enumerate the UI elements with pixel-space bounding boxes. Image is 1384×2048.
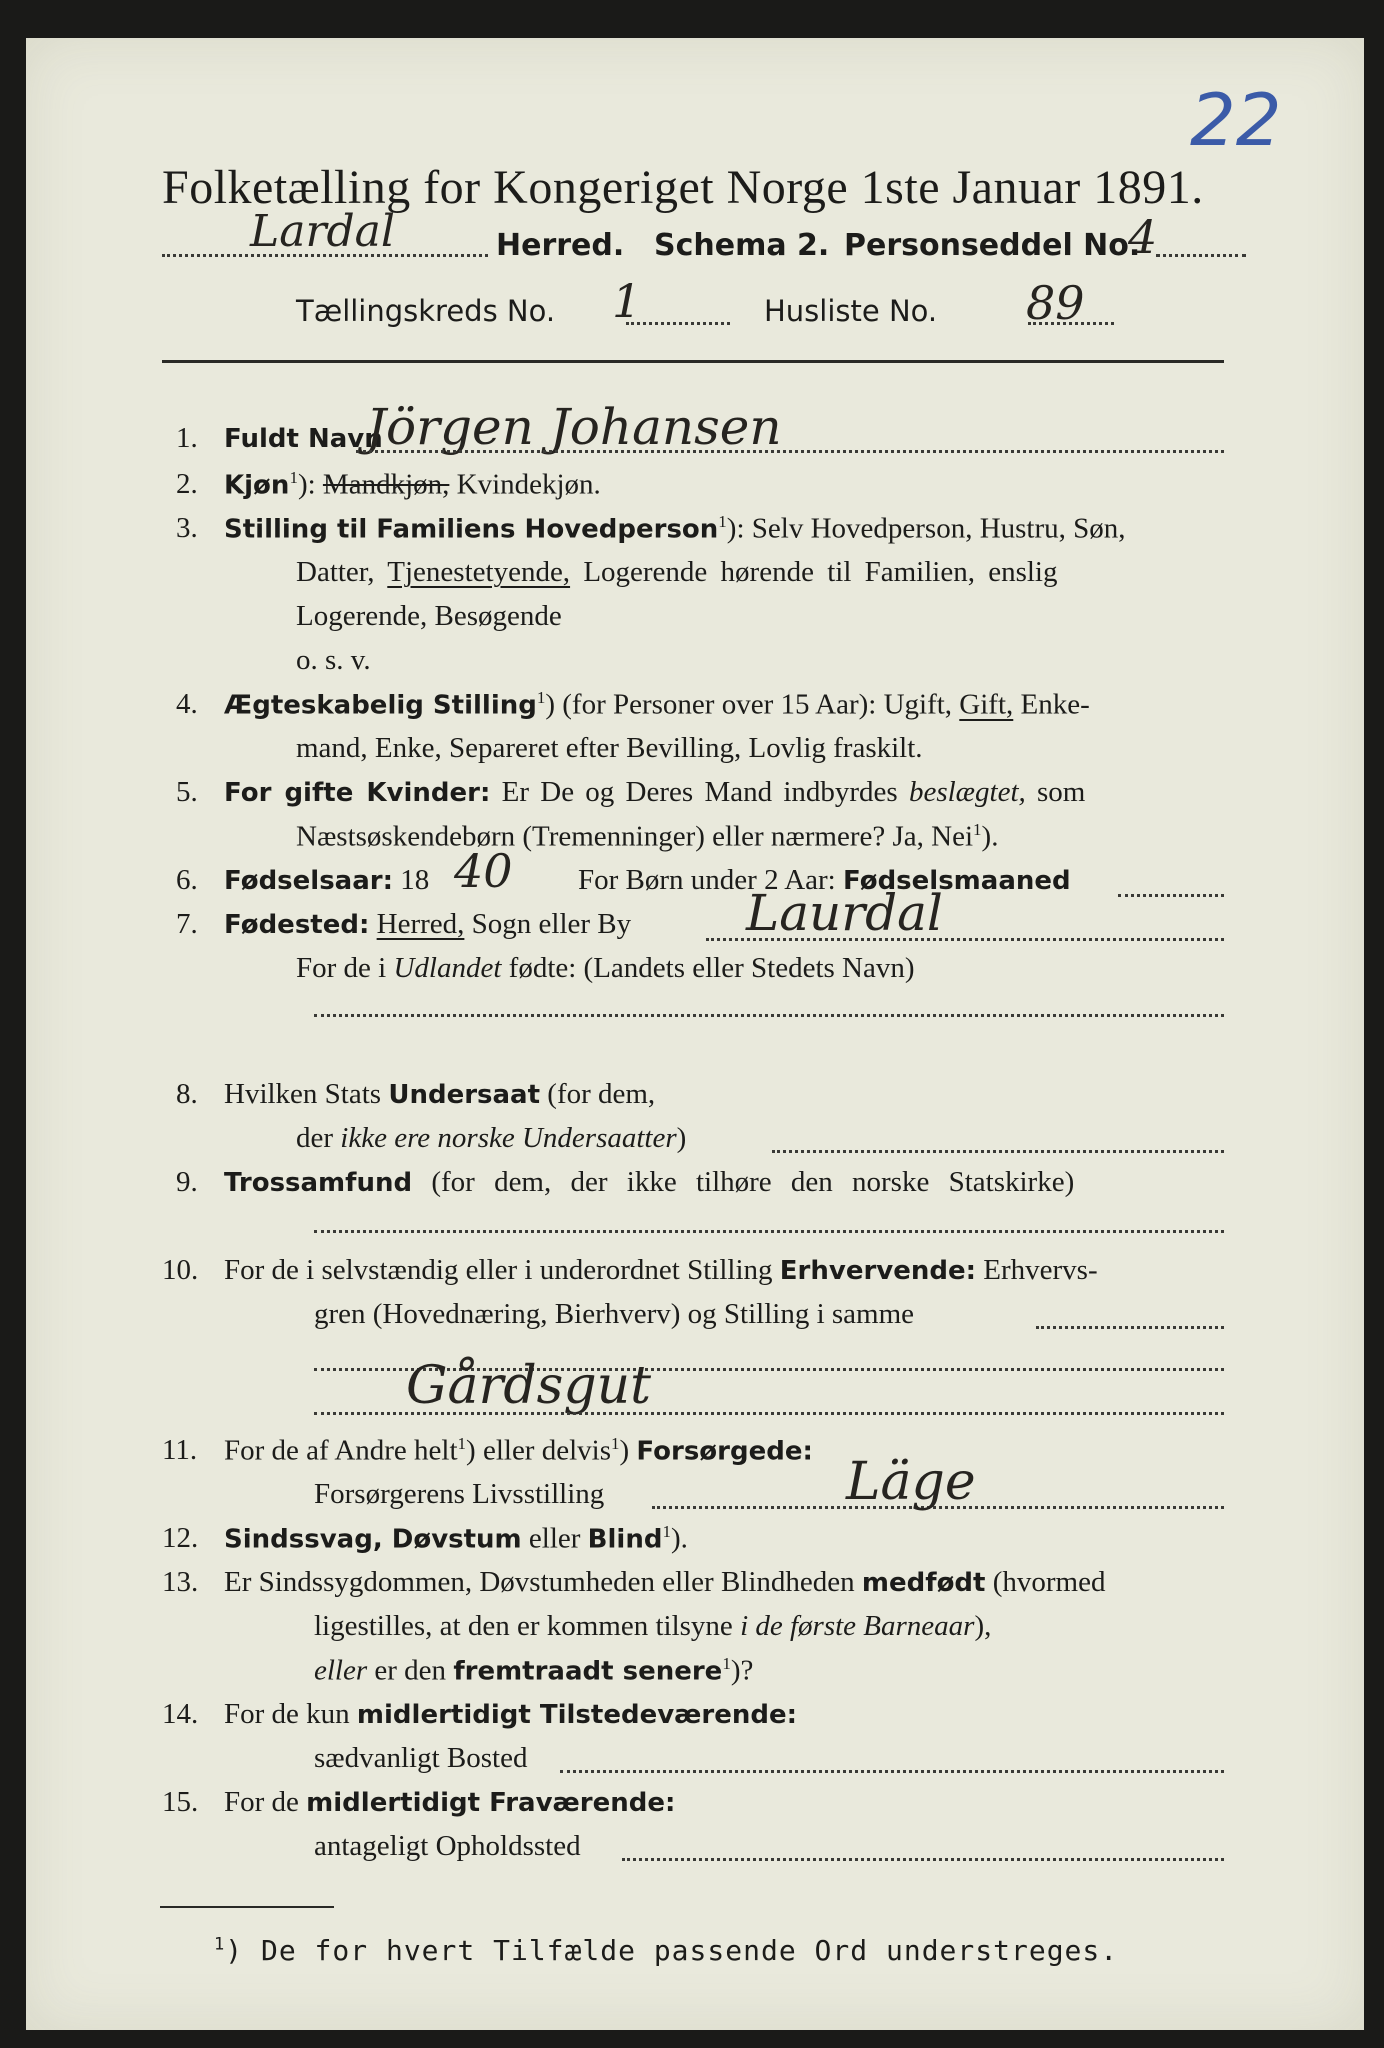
q13-line2-a: ligestilles, at den er kommen tilsyne: [314, 1610, 733, 1642]
q11-line1-b: ) eller delvis: [466, 1434, 611, 1467]
q11-line2: Forsørgerens Livsstilling: [314, 1478, 605, 1510]
q3-line1-rest: ): Selv Hovedperson, Hustru, Søn,: [726, 512, 1126, 545]
q14-line1: [224, 1698, 797, 1731]
kreds-dotted-line: [626, 322, 730, 325]
q1-dotted-line: [356, 450, 1224, 453]
q3-line2-underlined: Tjenestetyende,: [387, 556, 571, 588]
q8-line2-a: der: [296, 1122, 334, 1154]
kreds-label: Tællingskreds No.: [296, 294, 556, 328]
q10-line2: gren (Hovednæring, Bierhverv) og Stilling i samme: [314, 1298, 915, 1330]
q5-line1-italic: beslægtet,: [908, 776, 1026, 808]
q12-line: [224, 1522, 688, 1556]
page-number: 22: [1190, 78, 1282, 162]
q13-line3-sup: 1: [722, 1654, 731, 1673]
q9-label: Trossamfund: [224, 1168, 413, 1198]
q7-line2: [296, 952, 915, 985]
form-title: Folketælling for Kongeriget Norge 1ste Januar 1891.: [162, 161, 1204, 214]
q9-line: [224, 1166, 1074, 1199]
q1-number: 1.: [176, 422, 198, 454]
q11-number: 11.: [162, 1434, 198, 1466]
q15-number: 15.: [162, 1786, 199, 1818]
q3-line2-a: Datter,: [296, 556, 375, 588]
q4-line2: mand, Enke, Separeret efter Bevilling, Lovlig fraskilt.: [296, 732, 923, 764]
q4-line1-underlined: Gift,: [959, 688, 1014, 721]
q8-line1-c: (for dem,: [547, 1078, 656, 1110]
q13-line1-a: Er Sindssygdommen, Døvstumheden eller Blindheden: [224, 1566, 855, 1598]
q8-number: 8.: [176, 1078, 198, 1110]
q5-line1-a: Er De og Deres Mand indbyrdes: [501, 776, 898, 808]
q13-line3: [314, 1654, 753, 1688]
q2-label: Kjøn: [224, 470, 290, 501]
header-rule: [162, 360, 1224, 363]
q11-line1-sup2: 1: [611, 1434, 620, 1453]
q6-rest-bold: Fødselsmaaned: [843, 866, 1071, 896]
q12-label2: Blind: [587, 1524, 663, 1555]
census-form-sheet: [26, 38, 1364, 2030]
q5-line2-sup: 1: [973, 820, 982, 839]
q15-line1-bold: midlertidigt Fraværende:: [306, 1788, 676, 1818]
q7-number: 7.: [176, 908, 198, 940]
q7-dotted-line: [706, 938, 1224, 941]
q7-line1: [224, 908, 631, 941]
q11-line1-bold: Forsørgede:: [636, 1436, 813, 1467]
q4-sup: 1: [536, 688, 546, 707]
q6-dotted-line: [1118, 894, 1224, 897]
q7-answer: Laurdal: [746, 884, 943, 942]
q3-number: 3.: [176, 512, 198, 544]
q8-line2-italic: ikke ere norske Undersaatter: [340, 1122, 677, 1154]
q7-option-herred: Herred,: [376, 908, 465, 940]
q14-line1-a: For de kun: [224, 1698, 350, 1730]
q5-line2: [296, 820, 998, 854]
herred-label: Herred.: [496, 228, 625, 263]
q12-mid: eller: [528, 1522, 581, 1555]
q6-prefix: 18: [400, 864, 430, 896]
q5-line2-text: Næstsøskendebørn (Tremenninger) eller nærmere? Ja, Nei: [296, 820, 974, 853]
q13-number: 13.: [162, 1566, 199, 1598]
q10-line1: [224, 1254, 1098, 1287]
q2-number: 2.: [176, 468, 198, 500]
q6-line: [224, 864, 429, 897]
q3-line3: Logerende, Besøgende: [296, 600, 562, 632]
q14-number: 14.: [162, 1698, 199, 1730]
q13-line1-bold: medfødt: [861, 1568, 986, 1598]
q9-rest: (for dem, der ikke tilhøre den norske Statskirke): [431, 1166, 1075, 1198]
q5-line2-end: ).: [981, 820, 999, 853]
personseddel-value: 4: [1128, 210, 1158, 264]
q2-rest: ):: [297, 468, 316, 501]
q12-number: 12.: [162, 1522, 199, 1554]
q3-line4: o. s. v.: [296, 644, 371, 676]
q13-line1: [224, 1566, 1105, 1599]
q14-dotted-line: [560, 1770, 1224, 1773]
q4-line1-b: Enke-: [1020, 688, 1090, 721]
q5-line1-b: som: [1037, 776, 1086, 808]
q11-line1-sup: 1: [457, 1434, 467, 1453]
q4-line1: [224, 688, 1090, 722]
q13-line2: [314, 1610, 991, 1643]
q13-line3-italic: eller: [314, 1654, 368, 1687]
q2-option-female: Kvindekjøn.: [456, 468, 601, 501]
q4-number: 4.: [176, 688, 198, 720]
q2-sup: 1: [289, 468, 298, 487]
personseddel-dotted-line: [1156, 254, 1246, 257]
q1-label: Fuldt Navn: [224, 424, 383, 454]
footnote-text: ) De for hvert Tilfælde passende Ord understreges.: [225, 1934, 1119, 1967]
q11-answer: Läge: [846, 1452, 976, 1512]
q13-line2-b: ),: [974, 1610, 992, 1642]
q7-line2-b: fødte: (Landets eller Stedets Navn): [508, 952, 915, 984]
q12-sup: 1: [662, 1522, 671, 1541]
husliste-dotted-line: [1028, 322, 1114, 325]
q9-dotted-line: [314, 1230, 1224, 1233]
q7-line2-a: For de i: [296, 952, 387, 984]
q3-line2: [296, 556, 1058, 589]
q10-answer: Gårdsgut: [406, 1356, 652, 1416]
q3-sup: 1: [718, 512, 727, 531]
q8-dotted-line: [772, 1150, 1224, 1153]
q11-line1-a: For de af Andre helt: [224, 1434, 458, 1467]
q4-line1-a: ) (for Personer over 15 Aar): Ugift,: [545, 688, 953, 721]
q10-line1-a: For de i selvstændig eller i underordnet Stilling: [224, 1254, 773, 1286]
q7-line2-italic: Udlandet: [393, 952, 502, 984]
q14-line1-bold: midlertidigt Tilstedeværende:: [356, 1700, 798, 1730]
q2-line: [224, 468, 601, 502]
q10-line1-bold: Erhvervende:: [779, 1256, 977, 1286]
q6-number: 6.: [176, 864, 198, 896]
kreds-value: 1: [612, 274, 642, 328]
q10-number: 10.: [162, 1254, 199, 1286]
personseddel-label: Personseddel No.: [844, 228, 1141, 263]
q3-line2-b: Logerende hørende til Familien, enslig: [583, 556, 1058, 588]
q13-line3-c: )?: [730, 1654, 754, 1687]
q10-dotted-line-c: [314, 1412, 1224, 1415]
q5-line1: [224, 776, 1085, 809]
q6-label: Fødselsaar:: [224, 866, 393, 896]
q10-dotted-line-a: [1036, 1326, 1224, 1329]
q5-number: 5.: [176, 776, 198, 808]
q13-line3-bold: fremtraadt senere: [453, 1656, 723, 1687]
q10-line1-c: Erhvervs-: [983, 1254, 1098, 1286]
q15-dotted-line: [622, 1858, 1224, 1861]
footnote-rule: [160, 1906, 334, 1908]
q13-line1-c: (hvormed: [992, 1566, 1106, 1598]
footnote-sup: 1: [214, 1934, 226, 1955]
husliste-value: 89: [1026, 276, 1085, 330]
q6-answer: 40: [454, 844, 513, 898]
q7-rest: Sogn eller By: [471, 908, 632, 940]
q8-line1: [224, 1078, 655, 1111]
q3-label: Stilling til Familiens Hovedperson: [224, 514, 719, 545]
q15-line1: [224, 1786, 675, 1819]
q1-answer: Jörgen Johansen: [366, 398, 782, 456]
q8-line1-a: Hvilken Stats: [224, 1078, 382, 1110]
q8-line2-b: ): [676, 1122, 687, 1154]
q8-line2: [296, 1122, 686, 1155]
q4-label: Ægteskabelig Stilling: [224, 690, 537, 721]
husliste-label: Husliste No.: [764, 294, 938, 328]
q15-line1-a: For de: [224, 1786, 299, 1818]
q12-end: ).: [670, 1522, 688, 1555]
q12-label: Sindssvag, Døvstum: [224, 1524, 522, 1555]
q11-line1: [224, 1434, 813, 1468]
q7-label: Fødested:: [224, 910, 370, 940]
q6-rest: For Børn under 2 Aar:: [578, 864, 836, 896]
q13-line3-a: er den: [374, 1654, 447, 1687]
q15-line2: antageligt Opholdssted: [314, 1830, 581, 1862]
schema-label: Schema 2.: [654, 228, 830, 263]
footnote: [214, 1934, 1118, 1967]
q11-line1-c: ): [619, 1434, 630, 1467]
q13-line2-italic: i de første Barneaar: [740, 1610, 975, 1642]
q8-line1-bold: Undersaat: [388, 1080, 541, 1110]
q5-label: For gifte Kvinder:: [224, 778, 491, 808]
q2-option-male: Mandkjøn,: [322, 468, 450, 501]
herred-value: Lardal: [250, 206, 395, 257]
q7-abroad-dotted-line: [314, 1014, 1224, 1017]
q9-number: 9.: [176, 1166, 198, 1198]
q3-line1: [224, 512, 1126, 546]
q14-line2: sædvanligt Bosted: [314, 1742, 528, 1774]
